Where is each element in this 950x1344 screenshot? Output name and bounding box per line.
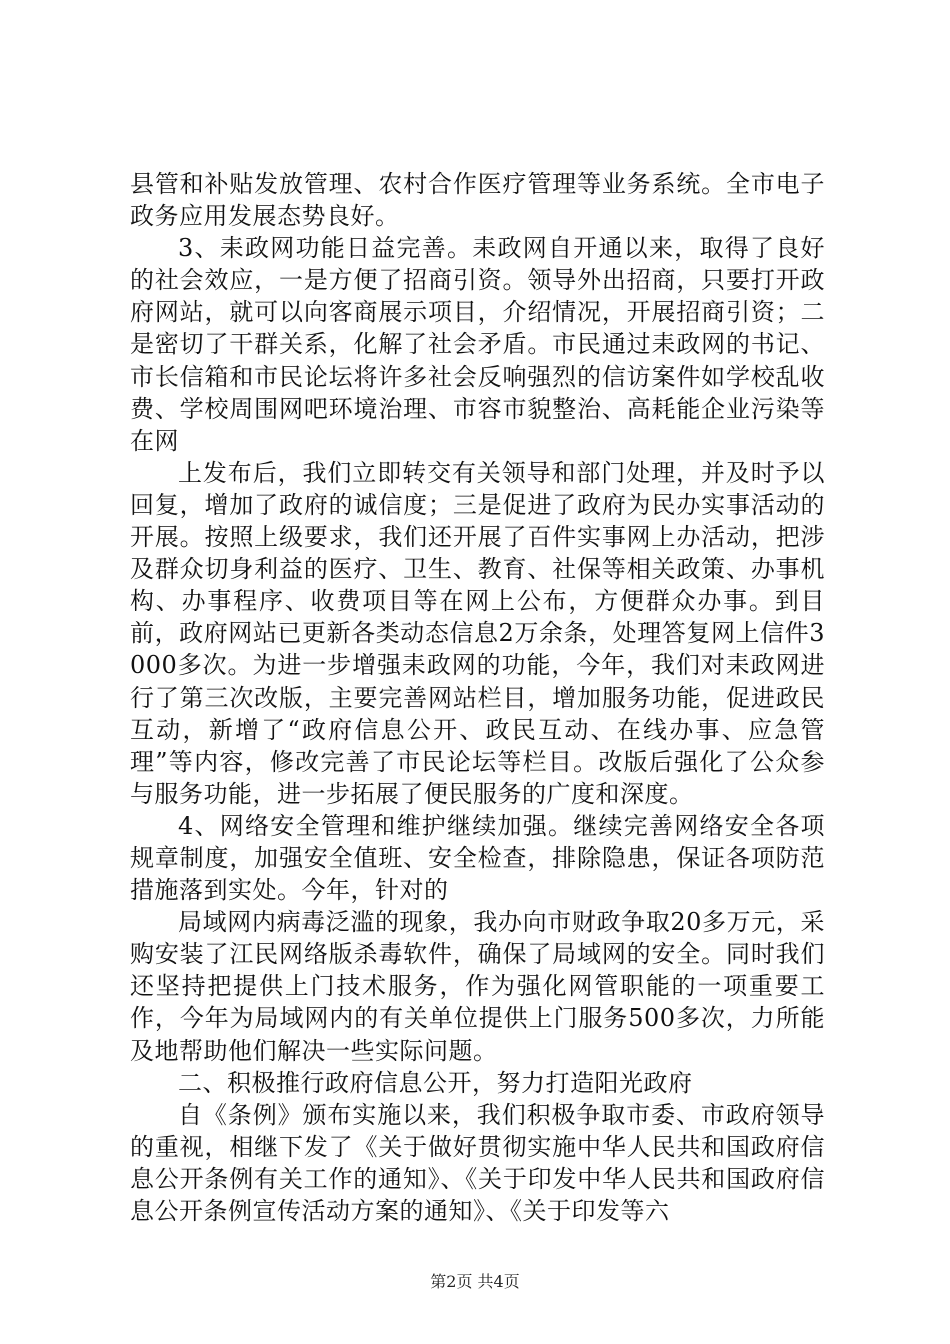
- page-number-footer: 第2页 共4页: [430, 1272, 520, 1291]
- paragraph-3: 上发布后，我们立即转交有关领导和部门处理，并及时予以回复，增加了政府的诚信度；三是促进了政府为民办实事活动的开展。按照上级要求，我们还开展了百件实事网上办活动，把涉及群众切身利益的医疗、卫生、教育、社保等相关政策、办事机构、办事程序、收费项目等在网上公布，方便群众办事。到目前，政府网站已更新各类动态信息2万余条，处理答复网上信件3000多次。为进一步增强耒政网的功能，今年，我们对耒政网进行了第三次改版，主要完善网站栏目，增加服务功能，促进政民互动，新增了“政府信息公开、政民互动、在线办事、应急管理”等内容，修改完善了市民论坛等栏目。改版后强化了公众参与服务功能，进一步拓展了便民服务的广度和深度。: [130, 458, 825, 808]
- paragraph-7: 自《条例》颁布实施以来，我们积极争取市委、市政府领导的重视，相继下发了《关于做好贯彻实施中华人民共和国政府信息公开条例有关工作的通知》、《关于印发中华人民共和国政府信息公开条例宣传活动方案的通知》、《关于印发等六: [130, 1100, 825, 1225]
- paragraph-2: 3、耒政网功能日益完善。耒政网自开通以来，取得了良好的社会效应，一是方便了招商引资。领导外出招商，只要打开政府网站，就可以向客商展示项目，介绍情况，开展招商引资；二是密切了干群关系，化解了社会矛盾。市民通过耒政网的书记、市长信箱和市民论坛将许多社会反响强烈的信访案件如学校乱收费、学校周围网吧环境治理、市容市貌整治、高耗能企业污染等在网: [130, 234, 825, 455]
- document-body: [130, 168, 825, 1227]
- section-heading: 二、积极推行政府信息公开，努力打造阳光政府: [178, 1068, 693, 1097]
- paragraph-4: 4、网络安全管理和维护继续加强。继续完善网络安全各项规章制度，加强安全值班、安全检查，排除隐患，保证各项防范措施落到实处。今年，针对的: [130, 811, 825, 905]
- paragraph-5: 局域网内病毒泛滥的现象，我办向市财政争取20多万元，采购安装了江民网络版杀毒软件，确保了局域网的安全。同时我们还坚持把提供上门技术服务，作为强化网管职能的一项重要工作，今年为局域网内的有关单位提供上门服务500多次，力所能及地帮助他们解决一些实际问题。: [130, 908, 825, 1065]
- paragraph-1: 县管和补贴发放管理、农村合作医疗管理等业务系统。全市电子政务应用发展态势良好。: [130, 170, 825, 231]
